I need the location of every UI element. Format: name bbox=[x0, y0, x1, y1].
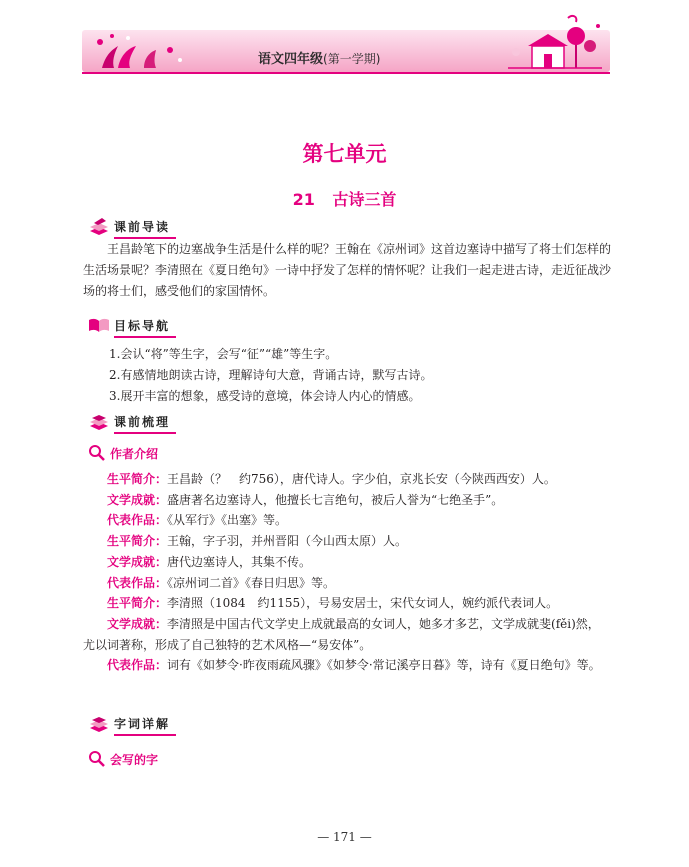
author-intro-heading bbox=[88, 444, 158, 462]
goal-item: 3.展开丰富的想象，感受诗的意境，体会诗人内心的情感。 bbox=[109, 389, 421, 403]
life-text: 王昌龄（？ 约756），唐代诗人。字少伯，京兆长安（今陕西西安）人。 bbox=[167, 472, 556, 486]
section-goals-label: 目标导航 bbox=[114, 318, 171, 333]
author-list bbox=[83, 469, 611, 676]
life-label: 生平简介： bbox=[107, 472, 168, 486]
book-title-main: 语文四年级 bbox=[258, 52, 324, 67]
flower-decoration-icon bbox=[84, 28, 194, 74]
life-text: 李清照（1084 约1155），号易安居士，宋代女词人，婉约派代表词人。 bbox=[167, 596, 559, 611]
unit-title: 第七单元 bbox=[302, 142, 387, 166]
section-preview-heading bbox=[88, 215, 170, 237]
achievement-text: 盛唐著名边塞诗人，他擅长七言绝句，被后人誉为“七绝圣手”。 bbox=[167, 492, 504, 507]
achievement-label: 文学成就： bbox=[107, 616, 168, 631]
author-achievement bbox=[83, 490, 611, 511]
achievement-text: 唐代边塞诗人，其集不传。 bbox=[167, 554, 312, 569]
author-life bbox=[83, 469, 611, 490]
open-book-icon bbox=[88, 316, 110, 334]
life-text: 王翰，字子羽，并州晋阳（今山西太原）人。 bbox=[167, 534, 408, 549]
magnifier-icon bbox=[88, 444, 106, 462]
works-text: 《从军行》《出塞》等。 bbox=[167, 513, 288, 528]
goal-item: 1.会认“将”等生字，会写“征”“雄”等生字。 bbox=[109, 347, 338, 361]
achievement-text: 李清照是中国古代文学史上成就最高的女词人，她多才多艺，文学成就斐(fěi)然，尤以词著称，形成了自己独特的艺术风格—“易安体”。 bbox=[83, 616, 600, 652]
author-achievement bbox=[83, 552, 611, 573]
section-review-label: 课前梳理 bbox=[114, 414, 171, 429]
author-works bbox=[83, 573, 611, 594]
author-life bbox=[83, 593, 611, 614]
works-label: 代表作品： bbox=[107, 513, 168, 528]
preview-paragraph: 王昌龄笔下的边塞战争生活是什么样的呢？王翰在《凉州词》这首边塞诗中描写了将士们怎样的生活场景呢？李清照在《夏日绝句》一诗中抒发了怎样的情怀呢？让我们一起走进古诗，走近征战沙场的将士们，感受他们的家国情怀。 bbox=[83, 242, 612, 298]
book-stack-icon bbox=[88, 217, 110, 235]
write-chars-heading bbox=[88, 750, 158, 768]
works-text: 词有《如梦令·昨夜雨疏风骤》《如梦令·常记溪亭日暮》等，诗有《夏日绝句》等。 bbox=[167, 658, 601, 673]
section-goals-heading bbox=[88, 314, 170, 336]
author-works bbox=[83, 655, 611, 676]
lesson-name: 古诗三首 bbox=[332, 190, 397, 209]
lesson-number: 21 bbox=[292, 190, 315, 209]
page-number: — 171 — bbox=[317, 830, 372, 844]
achievement-label: 文学成就： bbox=[107, 492, 168, 507]
works-label: 代表作品： bbox=[107, 658, 168, 673]
lesson-title bbox=[0, 187, 689, 210]
house-tree-decoration-icon bbox=[498, 12, 610, 74]
section-words-label: 字词详解 bbox=[114, 716, 171, 731]
author-works bbox=[83, 510, 611, 531]
write-chars-label: 会写的字 bbox=[110, 752, 159, 767]
author-life bbox=[83, 531, 611, 552]
goal-item: 2.有感情地朗读古诗，理解诗句大意，背诵古诗，默写古诗。 bbox=[109, 368, 433, 382]
author-achievement bbox=[83, 614, 611, 655]
achievement-label: 文学成就： bbox=[107, 554, 168, 569]
works-text: 《凉州词二首》《春日归思》等。 bbox=[167, 575, 336, 590]
magnifier-icon bbox=[88, 750, 106, 768]
book-title-sub: (第一学期) bbox=[323, 52, 381, 66]
section-review-heading bbox=[88, 410, 170, 432]
book-title bbox=[258, 48, 380, 67]
life-label: 生平简介： bbox=[107, 596, 168, 611]
works-label: 代表作品： bbox=[107, 575, 168, 590]
section-preview-label: 课前导读 bbox=[114, 219, 171, 234]
life-label: 生平简介： bbox=[107, 534, 168, 549]
section-words-heading bbox=[88, 712, 170, 734]
author-intro-label: 作者介绍 bbox=[110, 446, 159, 461]
book-stack-icon bbox=[88, 714, 110, 732]
book-stack-icon bbox=[88, 412, 110, 430]
